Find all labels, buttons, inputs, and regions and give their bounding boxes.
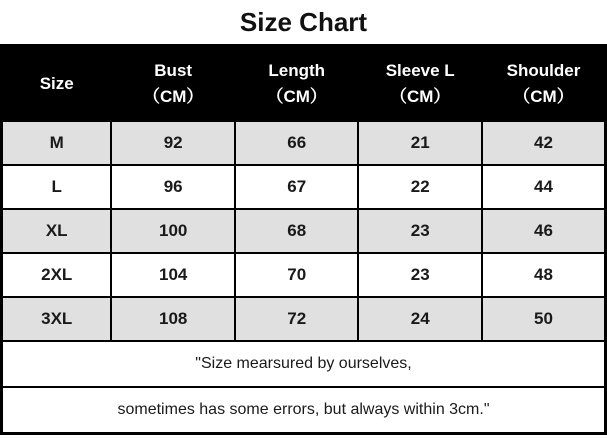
cell-length: 67 — [235, 165, 359, 209]
cell-size: M — [2, 121, 112, 165]
cell-size: L — [2, 165, 112, 209]
column-header-label: Shoulder — [506, 61, 581, 80]
cell-sleeve: 23 — [358, 209, 482, 253]
cell-length: 72 — [235, 297, 359, 341]
cell-bust: 96 — [111, 165, 235, 209]
footnote-row-1 — [2, 341, 606, 387]
column-header-unit: （CM） — [513, 86, 574, 106]
column-header-label: Size — [39, 73, 74, 93]
cell-bust: 100 — [111, 209, 235, 253]
column-header-label: Bust — [154, 61, 193, 80]
cell-length: 66 — [235, 121, 359, 165]
cell-shoulder: 42 — [482, 121, 606, 165]
table-row-l — [2, 165, 606, 209]
size-table — [0, 44, 607, 435]
table-row-xl — [2, 209, 606, 253]
column-header-shoulder — [482, 46, 606, 122]
column-header-unit: （CM） — [266, 86, 327, 106]
cell-shoulder: 48 — [482, 253, 606, 297]
column-header-label: Sleeve L — [385, 61, 455, 80]
cell-sleeve: 22 — [358, 165, 482, 209]
cell-sleeve: 24 — [358, 297, 482, 341]
column-header-length — [235, 46, 359, 122]
cell-size: 3XL — [2, 297, 112, 341]
cell-shoulder: 50 — [482, 297, 606, 341]
cell-sleeve: 21 — [358, 121, 482, 165]
table-row-3xl — [2, 297, 606, 341]
cell-length: 70 — [235, 253, 359, 297]
footnote-line-1: "Size mearsured by ourselves, — [2, 341, 606, 387]
page-title: Size Chart — [239, 6, 368, 37]
cell-length: 68 — [235, 209, 359, 253]
cell-size: 2XL — [2, 253, 112, 297]
cell-shoulder: 46 — [482, 209, 606, 253]
footnote-row-2 — [2, 387, 606, 434]
table-row-m — [2, 121, 606, 165]
cell-bust: 104 — [111, 253, 235, 297]
header-row — [2, 46, 606, 122]
column-header-sleeve — [358, 46, 482, 122]
cell-bust: 108 — [111, 297, 235, 341]
cell-sleeve: 23 — [358, 253, 482, 297]
column-header-unit: （CM） — [389, 86, 451, 106]
footnote-line-2: sometimes has some errors, but always within 3cm." — [2, 387, 606, 434]
column-header-size — [2, 46, 112, 122]
column-header-label: Length — [268, 61, 326, 80]
cell-size: XL — [2, 209, 112, 253]
table-row-2xl — [2, 253, 606, 297]
column-header-unit: （CM） — [142, 86, 204, 106]
column-header-bust — [111, 46, 235, 122]
cell-bust: 92 — [111, 121, 235, 165]
cell-shoulder: 44 — [482, 165, 606, 209]
